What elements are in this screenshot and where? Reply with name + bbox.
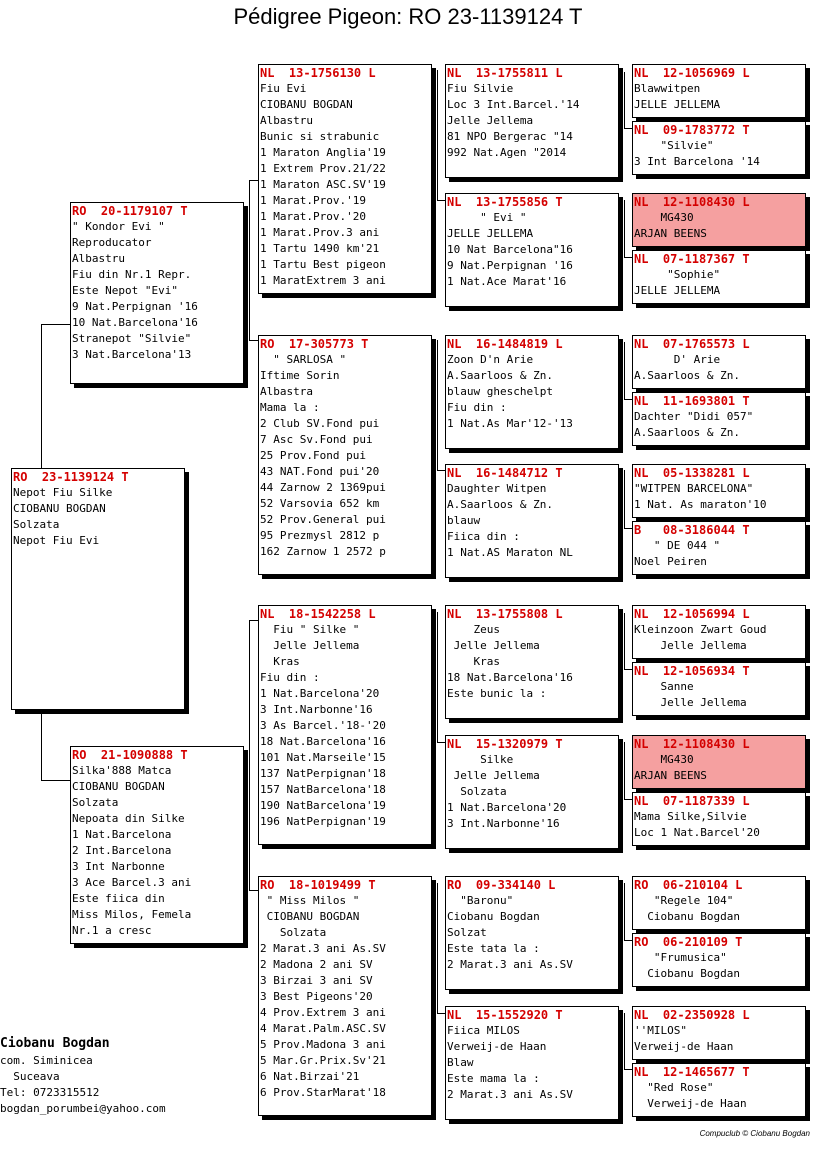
pigeon-info-line: 3 Int Barcelona '14 — [634, 155, 760, 168]
pigeon-info-line: 81 NPO Bergerac "14 — [447, 130, 573, 143]
pigeon-info-line: 3 Int Narbonne — [72, 860, 165, 873]
ring-number: NL 15-1552920 T — [447, 1008, 563, 1022]
pigeon-info-line: Este Nepot "Evi" — [72, 284, 178, 297]
pigeon-info-line: 1 Maraton ASC.SV'19 — [260, 178, 386, 191]
breeder-line: Suceava — [0, 1070, 60, 1083]
pigeon-info-line: Jelle Jellema — [447, 769, 540, 782]
pigeon-info-line: Daughter Witpen — [447, 482, 547, 495]
pigeon-info-line: 2 Marat.3 ani As.SV — [447, 1088, 573, 1101]
pigeon-card-g8 — [632, 521, 806, 575]
pigeon-info-line: 95 Prezmysl 2812 p — [260, 529, 380, 542]
pigeon-info-line: Solzata — [13, 518, 60, 531]
pigeon-info-line: Loc 3 Int.Barcel.'14 — [447, 98, 580, 111]
pigeon-card-dds — [445, 876, 619, 990]
pigeon-info-line: Fiu din : — [447, 401, 507, 414]
pigeon-info-line: 190 NatBarcelona'19 — [260, 799, 386, 812]
pigeon-info-line: Albastru — [72, 252, 125, 265]
pigeon-info-line: 9 Nat.Perpignan '16 — [447, 259, 573, 272]
pigeon-card-g11 — [632, 735, 806, 789]
pigeon-card-dam — [70, 746, 244, 944]
ring-number: NL 13-1755811 L — [447, 66, 563, 80]
pigeon-info-line: 3 Best Pigeons'20 — [260, 990, 373, 1003]
ring-number: NL 12-1108430 L — [634, 195, 750, 209]
pigeon-info-line: Fiu Silvie — [447, 82, 514, 95]
pigeon-info-line: ''MILOS" — [634, 1024, 687, 1037]
ring-number: NL 12-1465677 T — [634, 1065, 750, 1079]
pigeon-info-line: 6 Prov.StarMarat'18 — [260, 1086, 386, 1099]
pigeon-info-line: 5 Prov.Madona 3 ani — [260, 1038, 386, 1051]
pigeon-info-line: Nepoata din Silke — [72, 812, 185, 825]
pigeon-info-line: 1 Nat.AS Maraton NL — [447, 546, 573, 559]
page-title: Pédigree Pigeon: RO 23-1139124 T — [233, 4, 583, 29]
pigeon-info-line: 2 Madona 2 ani SV — [260, 958, 373, 971]
pigeon-card-dd — [258, 876, 432, 1116]
pigeon-info-line: Loc 1 Nat.Barcel'20 — [634, 826, 760, 839]
pigeon-info-line: D' Arie — [634, 353, 721, 366]
pigeon-info-line: 2 Int.Barcelona — [72, 844, 172, 857]
ring-number: NL 16-1484712 T — [447, 466, 563, 480]
pigeon-card-ssd — [445, 193, 619, 307]
pigeon-info-line: "Baronu" — [447, 894, 514, 907]
pigeon-info-line: 4 Prov.Extrem 3 ani — [260, 1006, 386, 1019]
pigeon-info-line: Ciobanu Bogdan — [447, 910, 540, 923]
pigeon-card-g12 — [632, 792, 806, 846]
pigeon-card-ds — [258, 605, 432, 845]
pigeon-info-line: A.Saarloos & Zn. — [447, 369, 553, 382]
pigeon-info-line: JELLE JELLEMA — [634, 98, 721, 111]
pigeon-card-dss — [445, 605, 619, 719]
pigeon-info-line: Nr.1 a cresc — [72, 924, 152, 937]
pigeon-info-line: Mama la : — [260, 401, 320, 414]
pigeon-info-line: 162 Zarnow 1 2572 p — [260, 545, 386, 558]
pigeon-info-line: 1 Nat.Barcelona — [72, 828, 172, 841]
pigeon-info-line: Fiica din : — [447, 530, 520, 543]
pigeon-info-line: Fiu din Nr.1 Repr. — [72, 268, 192, 281]
pigeon-info-line: 2 Marat.3 ani As.SV — [447, 958, 573, 971]
pigeon-info-line: Solzata — [72, 796, 119, 809]
pigeon-info-line: 7 Asc Sv.Fond pui — [260, 433, 373, 446]
pigeon-card-subject — [11, 468, 185, 710]
pigeon-info-line: blauw gheschelpt — [447, 385, 553, 398]
pigeon-info-line: Ciobanu Bogdan — [634, 967, 740, 980]
pigeon-info-line: 1 Marat.Prov.3 ani — [260, 226, 380, 239]
pigeon-card-sss — [445, 64, 619, 178]
ring-number: NL 12-1056934 T — [634, 664, 750, 678]
pigeon-info-line: CIOBANU BOGDAN — [260, 98, 353, 111]
pigeon-info-line: Albastra — [260, 385, 313, 398]
pigeon-info-line: 101 Nat.Marseile'15 — [260, 751, 386, 764]
pigeon-info-line: 1 Nat.Barcelona'20 — [260, 687, 380, 700]
pigeon-info-line: Silke — [447, 753, 514, 766]
pigeon-card-ss — [258, 64, 432, 294]
pigeon-info-line: Jelle Jellema — [634, 639, 747, 652]
pigeon-info-line: 52 Varsovia 652 km — [260, 497, 380, 510]
pigeon-info-line: 196 NatPerpignan'19 — [260, 815, 386, 828]
pigeon-info-line: 1 Nat. As maraton'10 — [634, 498, 767, 511]
ring-number: RO 09-334140 L — [447, 878, 556, 892]
pigeon-info-line: "Frumusica" — [634, 951, 727, 964]
pigeon-info-line: 18 Nat.Barcelona'16 — [260, 735, 386, 748]
pigeon-info-line: " Kondor Evi " — [72, 220, 165, 233]
ring-number: NL 18-1542258 L — [260, 607, 376, 621]
pigeon-info-line: 1 Maraton Anglia'19 — [260, 146, 386, 159]
pigeon-info-line: 4 Marat.Palm.ASC.SV — [260, 1022, 386, 1035]
pigeon-info-line: Jelle Jellema — [447, 114, 534, 127]
pigeon-card-g6 — [632, 392, 806, 446]
ring-number: RO 23-1139124 T — [13, 470, 129, 484]
ring-number: NL 12-1108430 L — [634, 737, 750, 751]
pigeon-info-line: 18 Nat.Barcelona'16 — [447, 671, 573, 684]
pigeon-card-g2 — [632, 121, 806, 175]
pigeon-info-line: Nepot Fiu Silke — [13, 486, 113, 499]
pigeon-info-line: 25 Prov.Fond pui — [260, 449, 366, 462]
pigeon-info-line: "Red Rose" — [634, 1081, 714, 1094]
ring-number: NL 13-1755856 T — [447, 195, 563, 209]
pigeon-info-line: Zoon D'n Arie — [447, 353, 534, 366]
pigeon-card-sds — [445, 335, 619, 449]
pigeon-info-line: CIOBANU BOGDAN — [72, 780, 165, 793]
pigeon-info-line: CIOBANU BOGDAN — [13, 502, 106, 515]
pigeon-info-line: ARJAN BEENS — [634, 227, 707, 240]
pigeon-info-line: 992 Nat.Agen "2014 — [447, 146, 567, 159]
breeder-info — [0, 1035, 166, 1117]
pigeon-info-line: Ciobanu Bogdan — [634, 910, 740, 923]
pigeon-info-line: " Evi " — [447, 211, 527, 224]
pigeon-card-sd — [258, 335, 432, 575]
pigeon-info-line: CIOBANU BOGDAN — [260, 910, 360, 923]
pigeon-info-line: 1 Tartu 1490 km'21 — [260, 242, 380, 255]
pigeon-info-line: Fiu Evi — [260, 82, 307, 95]
pigeon-info-line: "Silvie" — [634, 139, 714, 152]
pigeon-card-ddd — [445, 1006, 619, 1120]
pigeon-info-line: Verweij-de Haan — [634, 1040, 734, 1053]
ring-number: NL 12-1056994 L — [634, 607, 750, 621]
pigeon-info-line: MG430 — [634, 211, 694, 224]
pigeon-info-line: JELLE JELLEMA — [447, 227, 534, 240]
pigeon-info-line: 157 NatBarcelona'18 — [260, 783, 386, 796]
pigeon-info-line: blauw — [447, 514, 481, 527]
ring-number: NL 07-1765573 L — [634, 337, 750, 351]
pigeon-info-line: "Regele 104" — [634, 894, 734, 907]
pigeon-info-line: 2 Marat.3 ani As.SV — [260, 942, 386, 955]
pigeon-info-line: Este fiica din — [72, 892, 165, 905]
pigeon-card-g15 — [632, 1006, 806, 1060]
ring-number: RO 20-1179107 T — [72, 204, 188, 218]
pigeon-info-line: 1 Extrem Prov.21/22 — [260, 162, 386, 175]
ring-number: NL 13-1755808 L — [447, 607, 563, 621]
pigeon-info-line: Albastru — [260, 114, 313, 127]
pigeon-info-line: 3 Birzai 3 ani SV — [260, 974, 373, 987]
pigeon-info-line: Nepot Fiu Evi — [13, 534, 100, 547]
pigeon-card-sire — [70, 202, 244, 384]
ring-number: RO 18-1019499 T — [260, 878, 376, 892]
pigeon-info-line: A.Saarloos & Zn. — [634, 369, 740, 382]
pigeon-info-line: " DE 044 " — [634, 539, 721, 552]
pigeon-info-line: MG430 — [634, 753, 694, 766]
pigeon-card-g4 — [632, 250, 806, 304]
pigeon-info-line: Kras — [447, 655, 500, 668]
ring-number: RO 21-1090888 T — [72, 748, 188, 762]
pigeon-info-line: A.Saarloos & Zn. — [634, 426, 740, 439]
pigeon-card-g9 — [632, 605, 806, 659]
pigeon-info-line: Stranepot "Silvie" — [72, 332, 192, 345]
pigeon-info-line: Verweij-de Haan — [634, 1097, 747, 1110]
ring-number: NL 11-1693801 T — [634, 394, 750, 408]
pigeon-info-line: Dachter "Didi 057" — [634, 410, 754, 423]
pigeon-info-line: Solzata — [260, 926, 327, 939]
pigeon-card-g1 — [632, 64, 806, 118]
pigeon-info-line: 137 NatPerpignan'18 — [260, 767, 386, 780]
pigeon-card-g13 — [632, 876, 806, 930]
pigeon-info-line: 52 Prov.General pui — [260, 513, 386, 526]
pigeon-card-sdd — [445, 464, 619, 578]
pigeon-info-line: Blaw — [447, 1056, 474, 1069]
pigeon-info-line: 1 Nat.Ace Marat'16 — [447, 275, 567, 288]
pigeon-info-line: Silka'888 Matca — [72, 764, 172, 777]
ring-number: RO 06-210109 T — [634, 935, 743, 949]
pigeon-info-line: Miss Milos, Femela — [72, 908, 192, 921]
pigeon-info-line: Reproducator — [72, 236, 152, 249]
ring-number: NL 15-1320979 T — [447, 737, 563, 751]
pigeon-info-line: JELLE JELLEMA — [634, 284, 721, 297]
pigeon-info-line: Zeus — [447, 623, 500, 636]
pigeon-card-g10 — [632, 662, 806, 716]
pigeon-card-dsd — [445, 735, 619, 849]
pigeon-info-line: Kras — [260, 655, 300, 668]
pigeon-info-line: 3 Nat.Barcelona'13 — [72, 348, 192, 361]
breeder-name: Ciobanu Bogdan — [0, 1036, 110, 1051]
pigeon-info-line: Fiu " Silke " — [260, 623, 360, 636]
pigeon-info-line: Kleinzoon Zwart Goud — [634, 623, 767, 636]
pigeon-info-line: Este mama la : — [447, 1072, 540, 1085]
pigeon-info-line: Blawwitpen — [634, 82, 701, 95]
ring-number: NL 16-1484819 L — [447, 337, 563, 351]
ring-number: B 08-3186044 T — [634, 523, 750, 537]
ring-number: NL 09-1783772 T — [634, 123, 750, 137]
pigeon-info-line: Este tata la : — [447, 942, 540, 955]
pigeon-info-line: 1 Tartu Best pigeon — [260, 258, 386, 271]
pigeon-info-line: Fiu din : — [260, 671, 320, 684]
ring-number: NL 07-1187367 T — [634, 252, 750, 266]
pigeon-info-line: 1 Nat.As Mar'12-'13 — [447, 417, 573, 430]
pigeon-info-line: 1 Marat.Prov.'20 — [260, 210, 366, 223]
pigeon-info-line: "WITPEN BARCELONA" — [634, 482, 754, 495]
pigeon-info-line: 1 Marat.Prov.'19 — [260, 194, 366, 207]
pigeon-info-line: 3 As Barcel.'18-'20 — [260, 719, 386, 732]
pigeon-info-line: " SARLOSA " — [260, 353, 347, 366]
pigeon-info-line: Jelle Jellema — [634, 696, 747, 709]
ring-number: RO 17-305773 T — [260, 337, 369, 351]
pigeon-info-line: Sanne — [634, 680, 694, 693]
ring-number: NL 05-1338281 L — [634, 466, 750, 480]
pigeon-info-line: 3 Int.Narbonne'16 — [447, 817, 560, 830]
pigeon-info-line: Noel Peiren — [634, 555, 707, 568]
pigeon-info-line: 6 Nat.Birzai'21 — [260, 1070, 360, 1083]
pigeon-info-line: 3 Int.Narbonne'16 — [260, 703, 373, 716]
ring-number: NL 02-2350928 L — [634, 1008, 750, 1022]
pigeon-card-g7 — [632, 464, 806, 518]
pigeon-info-line: 9 Nat.Perpignan '16 — [72, 300, 198, 313]
pigeon-info-line: 3 Ace Barcel.3 ani — [72, 876, 192, 889]
pigeon-info-line: 1 MaratExtrem 3 ani — [260, 274, 386, 287]
breeder-email: bogdan_porumbei@yahoo.com — [0, 1102, 166, 1115]
pigeon-info-line: " Miss Milos " — [260, 894, 360, 907]
ring-number: RO 06-210104 L — [634, 878, 743, 892]
breeder-phone: Tel: 0723315512 — [0, 1086, 100, 1099]
pigeon-info-line: 2 Club SV.Fond pui — [260, 417, 380, 430]
pigeon-info-line: "Sophie" — [634, 268, 721, 281]
pigeon-card-g5 — [632, 335, 806, 389]
pigeon-info-line: Mama Silke,Silvie — [634, 810, 747, 823]
pigeon-info-line: 5 Mar.Gr.Prix.Sv'21 — [260, 1054, 386, 1067]
pigeon-card-g14 — [632, 933, 806, 987]
pigeon-info-line: 1 Nat.Barcelona'20 — [447, 801, 567, 814]
pigeon-card-g16 — [632, 1063, 806, 1117]
pigeon-info-line: Jelle Jellema — [447, 639, 540, 652]
footer-credit: Compuclub © Ciobanu Bogdan — [699, 1129, 810, 1138]
pigeon-info-line: 10 Nat Barcelona"16 — [447, 243, 573, 256]
ring-number: NL 07-1187339 L — [634, 794, 750, 808]
pigeon-info-line: Fiica MILOS — [447, 1024, 520, 1037]
pigeon-info-line: Verweij-de Haan — [447, 1040, 547, 1053]
breeder-line: com. Siminicea — [0, 1054, 93, 1067]
pigeon-info-line: 10 Nat.Barcelona'16 — [72, 316, 198, 329]
pigeon-info-line: Jelle Jellema — [260, 639, 360, 652]
pigeon-info-line: Este bunic la : — [447, 687, 547, 700]
pigeon-info-line: ARJAN BEENS — [634, 769, 707, 782]
pigeon-info-line: Solzata — [447, 785, 507, 798]
pigeon-info-line: Iftime Sorin — [260, 369, 340, 382]
pigeon-info-line: 43 NAT.Fond pui'20 — [260, 465, 380, 478]
ring-number: NL 13-1756130 L — [260, 66, 376, 80]
pigeon-info-line: Solzat — [447, 926, 487, 939]
ring-number: NL 12-1056969 L — [634, 66, 750, 80]
pigeon-info-line: 44 Zarnow 2 1369pui — [260, 481, 386, 494]
pigeon-card-g3 — [632, 193, 806, 247]
pigeon-info-line: A.Saarloos & Zn. — [447, 498, 553, 511]
pigeon-info-line: Bunic si strabunic — [260, 130, 380, 143]
